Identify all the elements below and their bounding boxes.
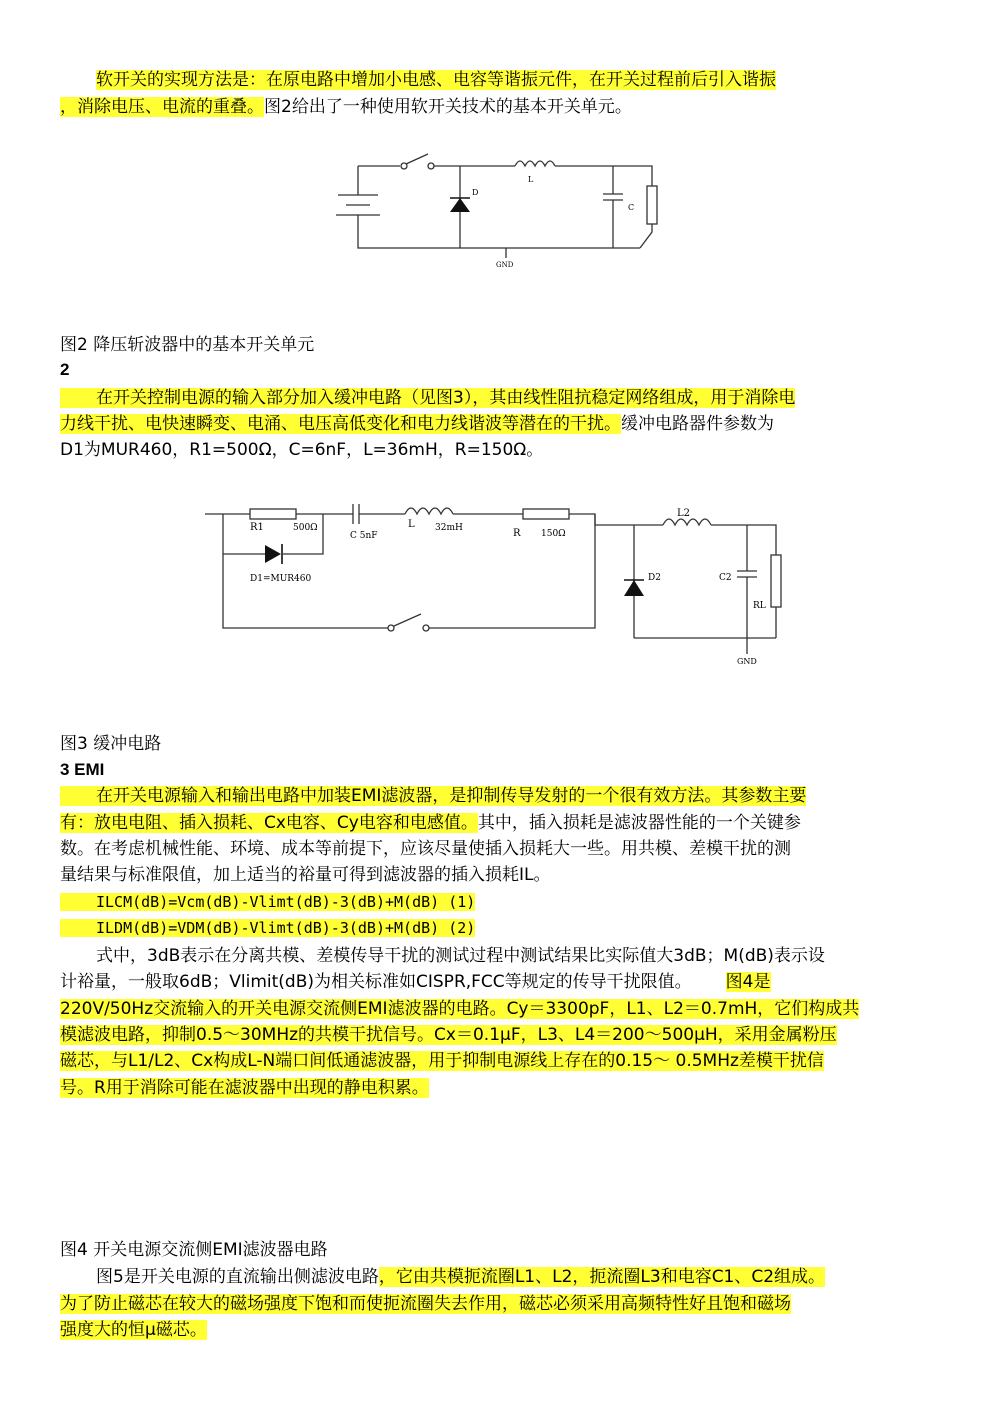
highlight: 强度大的恒μ磁芯。: [60, 1320, 207, 1340]
fig3-label-d2: D2: [648, 573, 661, 583]
highlight: ，它由共模扼流圈L1、L2，扼流圈L3和电容C1、C2组成。: [378, 1267, 826, 1287]
fig2-label-c: C: [628, 203, 635, 212]
fig3-label-l-value: 32mH: [435, 523, 463, 533]
para-soft-switch-line1: [60, 68, 776, 92]
figure-2-circuit: [330, 150, 670, 275]
highlight: 在开关电源输入和输出电路中加装EMI滤波器，是抑制传导发射的一个很有效方法。其参数主要: [60, 786, 806, 806]
fig3-label-r1-value: 500Ω: [293, 523, 318, 533]
fig3-label-r1: R1: [250, 522, 264, 533]
para-dc-filter-line2: [60, 1292, 791, 1316]
highlight: 图4是: [725, 972, 771, 992]
highlight: ，消除电压、电流的重叠。: [60, 97, 264, 117]
section-3-heading: 3 EMI: [60, 760, 105, 779]
fig2-label-d: D: [472, 188, 479, 197]
fig2-label-gnd: GND: [496, 261, 514, 269]
equation-2: [60, 916, 475, 940]
para-buffer-line1: [60, 386, 795, 410]
figure-3-circuit: [205, 498, 795, 673]
fig3-label-c: C 5nF: [350, 531, 378, 541]
para-emi-line2: 有：放电电阻、插入损耗、Cx电容、Cy电容和电感值。其中，插入损耗是滤波器性能的一个关键参: [60, 813, 801, 833]
para-emi-line1: [60, 784, 806, 808]
fig3-label-r: R: [513, 528, 521, 539]
fig2-label-l: L: [528, 175, 534, 184]
highlight: 号。R用于消除可能在滤波器中出现的静电积累。: [60, 1078, 429, 1098]
highlight: ILCM(dB)=Vcm(dB)-Vlimt(dB)-3(dB)+M(dB) (1): [60, 893, 475, 911]
fig3-label-c2: C2: [719, 573, 732, 583]
highlight: 有：放电电阻、插入损耗、Cx电容、Cy电容和电感值。: [60, 813, 478, 833]
highlight: 磁芯，与L1/L2、Cx构成L-N端口间低通滤波器，用于抑制电源线上存在的0.15～ 0.5MHz差模干扰信: [60, 1051, 824, 1071]
highlight: 220V/50Hz交流输入的开关电源交流侧EMI滤波器的电路。Cy＝3300pF，L1、L2＝0.7mH，它们构成共: [60, 999, 860, 1019]
figure-3-caption: 图3 缓冲电路: [60, 734, 162, 754]
equation-1: [60, 890, 475, 914]
para-formula-desc-line3: [60, 997, 859, 1021]
figure-4-caption: 图4 开关电源交流侧EMI滤波器电路: [60, 1240, 328, 1260]
para-formula-desc-line6: [60, 1076, 429, 1100]
highlight: 为了防止磁芯在较大的磁场强度下饱和而使扼流圈失去作用，磁芯必须采用高频特性好且饱和磁场: [60, 1294, 791, 1314]
para-formula-desc-line1: 式中，3dB表示在分离共模、差模传导干扰的测试过程中测试结果比实际值大3dB；M(dB)表示设: [96, 946, 825, 966]
para-dc-filter-line1: 图5是开关电源的直流输出侧滤波电路，它由共模扼流圈L1、L2，扼流圈L3和电容C1、C2组成。: [96, 1267, 826, 1287]
highlight: 模滤波电路，抑制0.5～30MHz的共模干扰信号。Cx＝0.1μF，L3、L4＝200～500μH，采用金属粉压: [60, 1025, 837, 1045]
para-dc-filter-line3: [60, 1318, 207, 1342]
para-buffer-line2: 力线干扰、电快速瞬变、电涌、电压高低变化和电力线谐波等潜在的干扰。缓冲电路器件参数为: [60, 414, 774, 434]
fig3-label-d1: D1=MUR460: [250, 574, 312, 584]
para-emi-line4: 量结果与标准限值，加上适当的裕量可得到滤波器的插入损耗IL。: [60, 865, 551, 885]
fig3-label-l: L: [408, 519, 415, 530]
fig3-label-gnd: GND: [737, 657, 757, 666]
highlight: 力线干扰、电快速瞬变、电涌、电压高低变化和电力线谐波等潜在的干扰。: [60, 414, 621, 434]
highlight: 软开关的实现方法是：在原电路中增加小电感、电容等谐振元件，在开关过程前后引入谐振: [96, 70, 776, 90]
fig3-label-rl: RL: [753, 601, 766, 611]
fig3-label-r-value: 150Ω: [541, 529, 566, 539]
para-formula-desc-line4: [60, 1023, 837, 1047]
para-buffer-line3: D1为MUR460，R1=500Ω，C=6nF，L=36mH，R=150Ω。: [60, 440, 544, 460]
figure-2-caption: 图2 降压斩波器中的基本开关单元: [60, 335, 315, 355]
para-emi-line3: 数。在考虑机械性能、环境、成本等前提下，应该尽量使插入损耗大一些。用共模、差模干扰的测: [60, 839, 791, 859]
section-2-heading: 2: [60, 360, 70, 379]
fig3-label-l2: L2: [677, 508, 691, 519]
para-soft-switch-line2: ，消除电压、电流的重叠。图2给出了一种使用软开关技术的基本开关单元。: [60, 97, 632, 117]
para-formula-desc-line5: [60, 1049, 824, 1073]
highlight: ILDM(dB)=VDM(dB)-Vlimt(dB)-3(dB)+M(dB) (2): [60, 919, 475, 937]
highlight: 在开关控制电源的输入部分加入缓冲电路（见图3），其由线性阻抗稳定网络组成，用于消除电: [60, 388, 795, 408]
para-formula-desc-line2: 计裕量，一般取6dB；Vlimit(dB)为相关标准如CISPR,FCC等规定的传导干扰限值。 图4是: [60, 972, 771, 992]
